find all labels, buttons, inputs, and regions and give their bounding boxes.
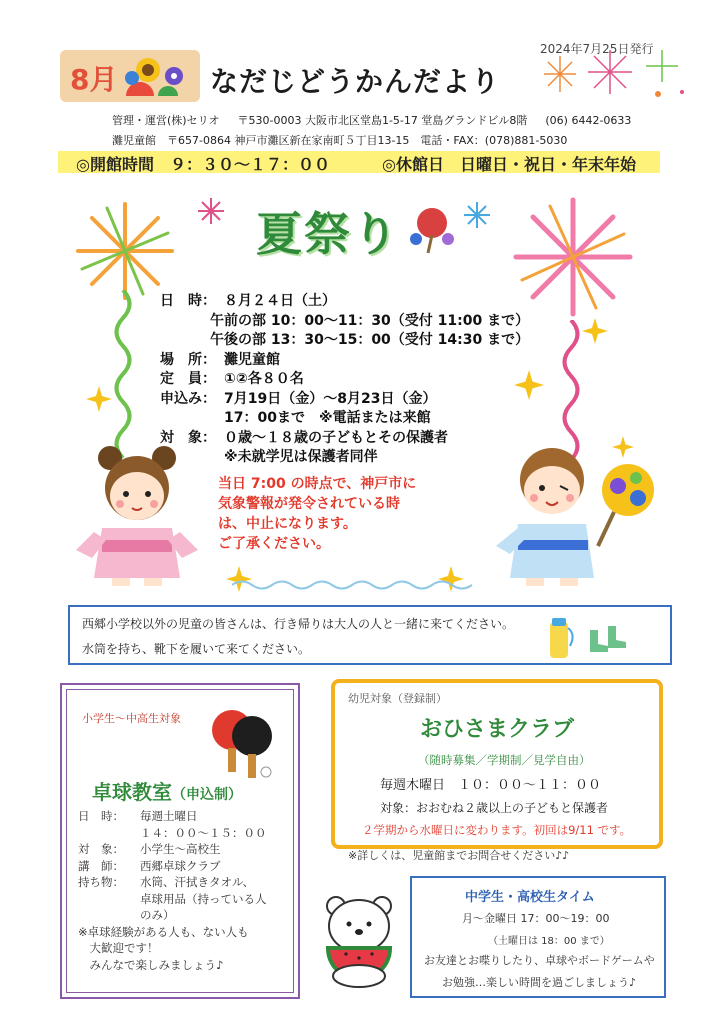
ohisama-inquiry: ※詳しくは、児童館までお問合せください♪♪ — [348, 849, 570, 862]
ohisama-club-title: おひさまクラブ — [420, 717, 575, 742]
tt-label: 対 象： — [78, 842, 124, 856]
center-address: 灘児童館 〒657-0864 神戸市灘区新在家南町５丁目13-15 電話・FAX：(078)881-5030 — [112, 134, 568, 147]
info-value: 7月19日（金）～8月23日（金） — [224, 390, 437, 407]
tt-row — [78, 858, 267, 875]
weather-warning-notice — [218, 474, 416, 554]
ohisama-schedule: 毎週木曜日 １０：００～１１：００ — [380, 778, 602, 793]
tt-value: 小学生～高校生 — [140, 842, 221, 856]
teen-time-title: 中学生・高校生タイム — [465, 890, 595, 905]
festival-morning-row — [160, 312, 529, 332]
info-label: 定 員： — [160, 371, 216, 387]
info-label: 対 象： — [160, 429, 216, 446]
info-label: 場 所： — [160, 351, 216, 368]
sparkle-icon — [196, 196, 226, 226]
admin-postal-address: 〒530-0003 大阪市北区堂島1-5-17 堂島グランドビル8階 — [237, 114, 528, 127]
fireworks-icon — [540, 44, 690, 104]
tt-value: １４：００～１５：００ — [140, 825, 267, 840]
tt-footer-line: ※卓球経験がある人も、ない人も — [78, 924, 249, 939]
festival-apply-row — [160, 390, 529, 410]
boy-yukata-illustration — [490, 440, 660, 590]
info-value: 灘児童館 — [224, 351, 280, 368]
issue-date: 2024年7月25日発行 — [540, 42, 654, 56]
uchiwa-fan-icon — [402, 205, 462, 255]
festival-date-row — [160, 292, 529, 312]
festival-capacity-row — [160, 370, 529, 390]
notice-line-items: 水筒を持ち、靴下を履いて来てください。 — [82, 642, 311, 656]
warning-line: は、中止になります。 — [218, 516, 357, 532]
sunflower-icon — [118, 52, 196, 102]
admin-phone: (06) 6442-0633 — [545, 114, 632, 127]
ohisama-target: 対象：おおむね２歳以上の子どもと保護者 — [380, 801, 609, 815]
festival-target-note-row — [160, 448, 529, 468]
festival-place-row — [160, 351, 529, 371]
table-tennis-details — [78, 808, 267, 973]
admin-company: 管理・運営(株)セリオ — [112, 114, 220, 127]
info-value: ８月２４日（土） — [224, 293, 336, 309]
opening-hours: ◎開館時間 ９：３０～１７：００ — [76, 155, 330, 174]
ping-pong-paddles-icon — [206, 706, 276, 782]
tt-label: 持ち物： — [78, 875, 124, 889]
month-label: 8月 — [70, 63, 118, 96]
festival-details — [160, 292, 529, 468]
teen-time-saturday: （土曜日は 18：00 まで） — [488, 936, 610, 947]
tt-value: 西郷卓球クラブ — [140, 858, 221, 873]
newsletter-title: なだじどうかんだより — [210, 65, 501, 98]
info-label: 日 時： — [160, 293, 216, 309]
info-value: 午後の部 13：30～15：00（受付 14:30 まで） — [210, 332, 530, 348]
closed-days: ◎休館日 日曜日・祝日・年末年始 — [382, 155, 636, 174]
info-value: ①②各８０名 — [224, 371, 304, 387]
water-bottle-socks-icon — [546, 616, 626, 660]
wave-line-decoration — [232, 578, 482, 592]
diamond-sparkle-icon — [86, 386, 112, 412]
sparkle-icon — [462, 200, 492, 230]
info-label: 申込み： — [160, 390, 216, 407]
warning-line: 当日 7:00 の時点で、神戸市に — [218, 476, 417, 492]
tt-row — [78, 841, 267, 858]
ribbon-left-decoration — [108, 290, 138, 460]
festival-target-row — [160, 429, 529, 449]
festival-afternoon-row — [160, 331, 529, 351]
info-value: ※未就学児は保護者同伴 — [224, 449, 378, 465]
bear-watermelon-illustration — [318, 892, 400, 988]
girl-yukata-illustration — [72, 440, 202, 590]
ohisama-subtitle: （随時募集／学期制／見学自由） — [418, 753, 591, 767]
tt-value: のみ） — [140, 908, 175, 922]
tt-row — [78, 808, 267, 825]
teen-time-schedule: 月～金曜日 17：00～19：00 — [462, 912, 610, 925]
table-tennis-title-sub: （申込制） — [172, 787, 242, 803]
table-tennis-title — [92, 776, 242, 805]
warning-line: 気象警報が発令されている時 — [218, 496, 400, 512]
tt-footer-line: 大歓迎です！ — [78, 941, 159, 955]
festival-title: 夏祭り — [256, 207, 400, 261]
tt-value: 水筒、汗拭きタオル、 — [140, 875, 255, 889]
tt-label: 日 時： — [78, 809, 124, 823]
info-value: ０歳～１８歳の子どもとその保護者 — [224, 429, 448, 446]
festival-apply-deadline-row — [160, 409, 529, 429]
teen-time-description-2: お勉強…楽しい時間を過ごしましょう♪ — [442, 976, 637, 989]
tt-footer-line: みんなで楽しみましょう♪ — [78, 957, 224, 972]
diamond-sparkle-icon — [582, 318, 608, 344]
tt-row — [78, 825, 267, 842]
tt-value: 毎週土曜日 — [140, 809, 198, 823]
tt-label: 講 師： — [78, 858, 124, 873]
ohisama-target-tag: 幼児対象（登録制） — [348, 692, 447, 705]
table-tennis-title-text: 卓球教室 — [92, 780, 172, 804]
warning-line: ご了承ください。 — [218, 536, 330, 552]
tt-row — [78, 874, 267, 891]
info-value: 午前の部 10：00～11：30（受付 11:00 まで） — [210, 312, 530, 329]
ohisama-change-notice: ２学期から水曜日に変わります。初回は9/11 です。 — [362, 823, 632, 837]
admin-address — [112, 112, 631, 128]
tt-value: 卓球用品（持っている人 — [140, 891, 267, 906]
tt-row — [78, 907, 267, 924]
tt-row — [78, 891, 267, 908]
teen-time-description: お友達とお喋りしたり、卓球やボードゲームや — [424, 954, 655, 967]
table-tennis-target-tag: 小学生～中高生対象 — [82, 712, 181, 725]
notice-line-companion: 西郷小学校以外の児童の皆さんは、行き帰りは大人の人と一緒に来てください。 — [82, 617, 515, 631]
info-value: 17：00まで ※電話または来館 — [224, 410, 431, 426]
